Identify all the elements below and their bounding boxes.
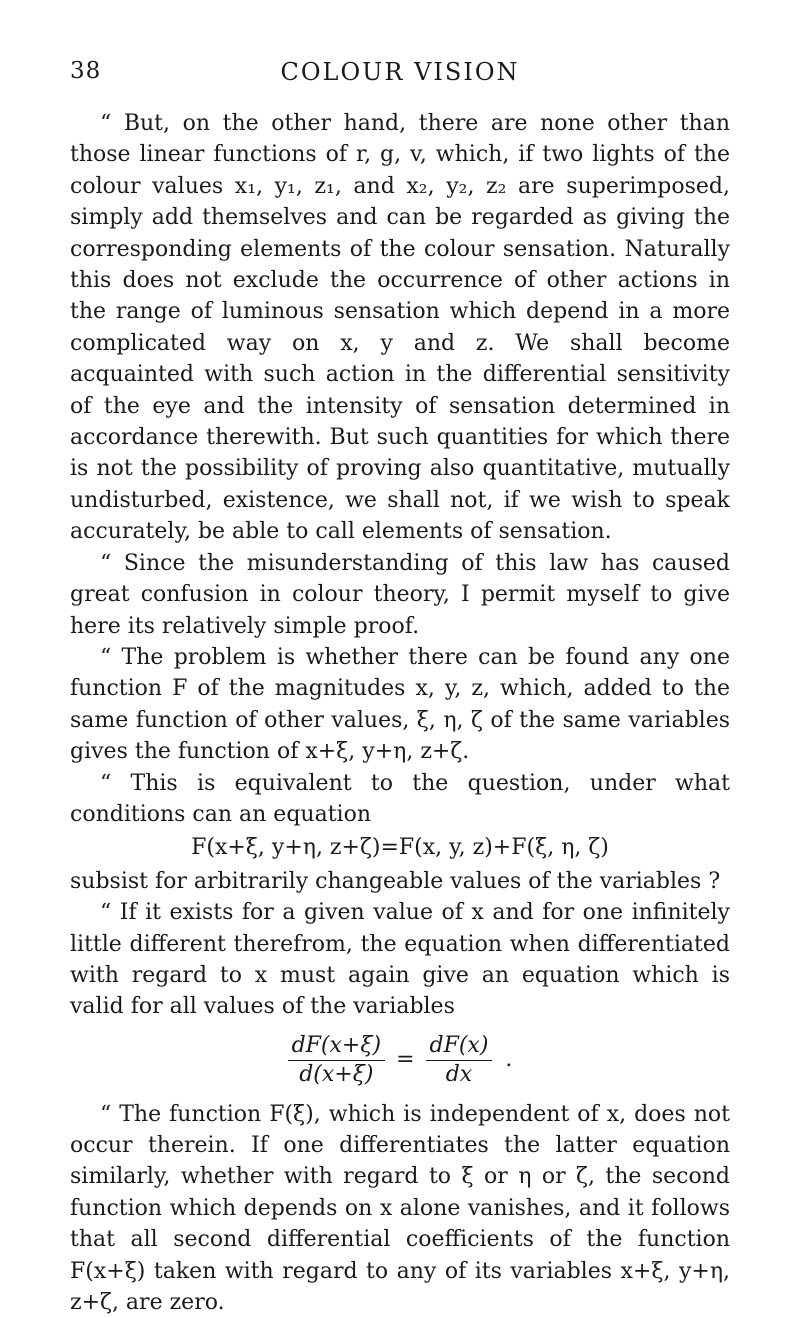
equation-derivative xyxy=(70,1033,730,1089)
equation-end-punctuation: . xyxy=(505,1047,513,1073)
paragraph-linear-functions: “ But, on the other hand, there are none other than those linear functions of r, g, v, which, if two lights of the colour values x₁, y₁, z₁, and x₂, y₂, z₂ are superimposed, simply add themselves and can be regarded as giving the corresponding elements of the colour sensation. Naturally this does not exclude the occurrence of other actions in the range of luminous sensation which depend in a more complicated way on x, y and z. We shall become acquainted with such action in the differential sensitivity of the eye and the intensity of sensation determined in accordance therewith. But such quantities for which there is not the possibility of proving also quantitative, mutually undisturbed, existence, we shall not, if we wish to speak accurately, be able to call elements of sensation. xyxy=(70,111,730,545)
paragraph-differentiation: “ If it exists for a given value of x and for one infinitely little different therefrom, the equation when differentiated with regard to x must again give an equation which is valid for all values of the variables xyxy=(70,900,730,1020)
paragraph-subsist: subsist for arbitrarily changeable values of the variables ? xyxy=(70,868,721,894)
fraction-right xyxy=(426,1033,493,1089)
equals-sign: = xyxy=(396,1047,415,1073)
page-number: 38 xyxy=(70,58,102,84)
fraction-left-numerator: dF(x+ξ) xyxy=(288,1033,385,1061)
paragraph-misunderstanding: “ Since the misunderstanding of this law has caused great confusion in colour theory, I permit myself to give here its relatively simple proof. xyxy=(70,550,730,639)
fraction-left xyxy=(288,1033,385,1089)
running-title: COLOUR VISION xyxy=(280,58,520,86)
body-text xyxy=(70,108,730,1318)
paragraph-equivalent-question: “ This is equivalent to the question, under what conditions can an equation xyxy=(70,770,730,827)
fraction-right-denominator: dx xyxy=(445,1062,473,1088)
fraction-right-numerator: dF(x) xyxy=(426,1033,493,1061)
paragraph-problem: “ The problem is whether there can be found any one function F of the magnitudes x, y, z, which, added to the same function of other values, ξ, η, ζ of the same variables gives the function of x+ξ, y+η, z+ζ. xyxy=(70,644,730,765)
running-head xyxy=(70,58,730,92)
equation-additivity: F(x+ξ, y+η, z+ζ)=F(x, y, z)+F(ξ, η, ζ) xyxy=(191,835,609,861)
paragraph-function-independent: “ The function F(ξ), which is independent of x, does not occur therein. If one differentiates the latter equation similarly, whether with regard to ξ or η or ζ, the second function which depends on x alone vanishes, and it follows that all second differential coefficients of the function F(x+ξ) taken with regard to any of its variables x+ξ, y+η, z+ζ, are zero. xyxy=(70,1101,730,1315)
fraction-left-denominator: d(x+ξ) xyxy=(299,1062,374,1088)
